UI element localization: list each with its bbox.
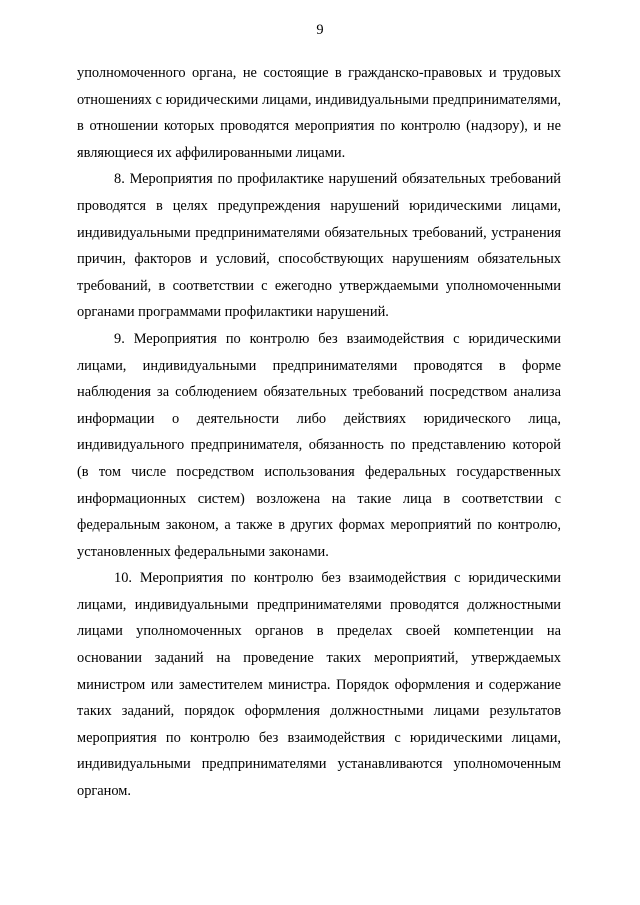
document-body bbox=[77, 60, 561, 805]
page-number: 9 bbox=[316, 22, 324, 38]
paragraph-8: 8. Мероприятия по профилактике нарушений обязательных требований проводятся в целях предупреждения нарушений юридическими лицами, индивидуальными предпринимателями обязательных требований, устранения причин, факторов и условий, способствующих нарушениям обязательных требований, в соответствии с ежегодно утверждаемыми уполномоченными органами программами профилактики нарушений. bbox=[77, 171, 561, 321]
paragraph-continuation: уполномоченного органа, не состоящие в гражданско-правовых и трудовых отношениях с юридическими лицами, индивидуальными предпринимателями, в отношении которых проводятся мероприятия по контролю (надзору), и не являющиеся их аффилированными лицами. bbox=[77, 65, 561, 161]
paragraph-10: 10. Мероприятия по контролю без взаимодействия с юридическими лицами, индивидуальными предпринимателями проводятся должностными лицами уполномоченных органов в пределах своей компетенции на основании заданий на проведение таких мероприятий, утверждаемых министром или заместителем министра. Порядок оформления и содержание таких заданий, порядок оформления должностными лицами результатов мероприятия по контролю без взаимодействия с юридическими лицами, индивидуальными предпринимателями устанавливаются уполномоченным органом. bbox=[77, 570, 561, 800]
paragraph-9: 9. Мероприятия по контролю без взаимодействия с юридическими лицами, индивидуальными предпринимателями проводятся в форме наблюдения за соблюдением обязательных требований посредством анализа информации о деятельности либо действиях юридического лица, индивидуального предпринимателя, обязанность по представлению которой (в том числе посредством использования федеральных государственных информационных систем) возложена на такие лица в соответствии с федеральным законом, а также в других формах мероприятий по контролю, установленных федеральными законами. bbox=[77, 330, 561, 560]
